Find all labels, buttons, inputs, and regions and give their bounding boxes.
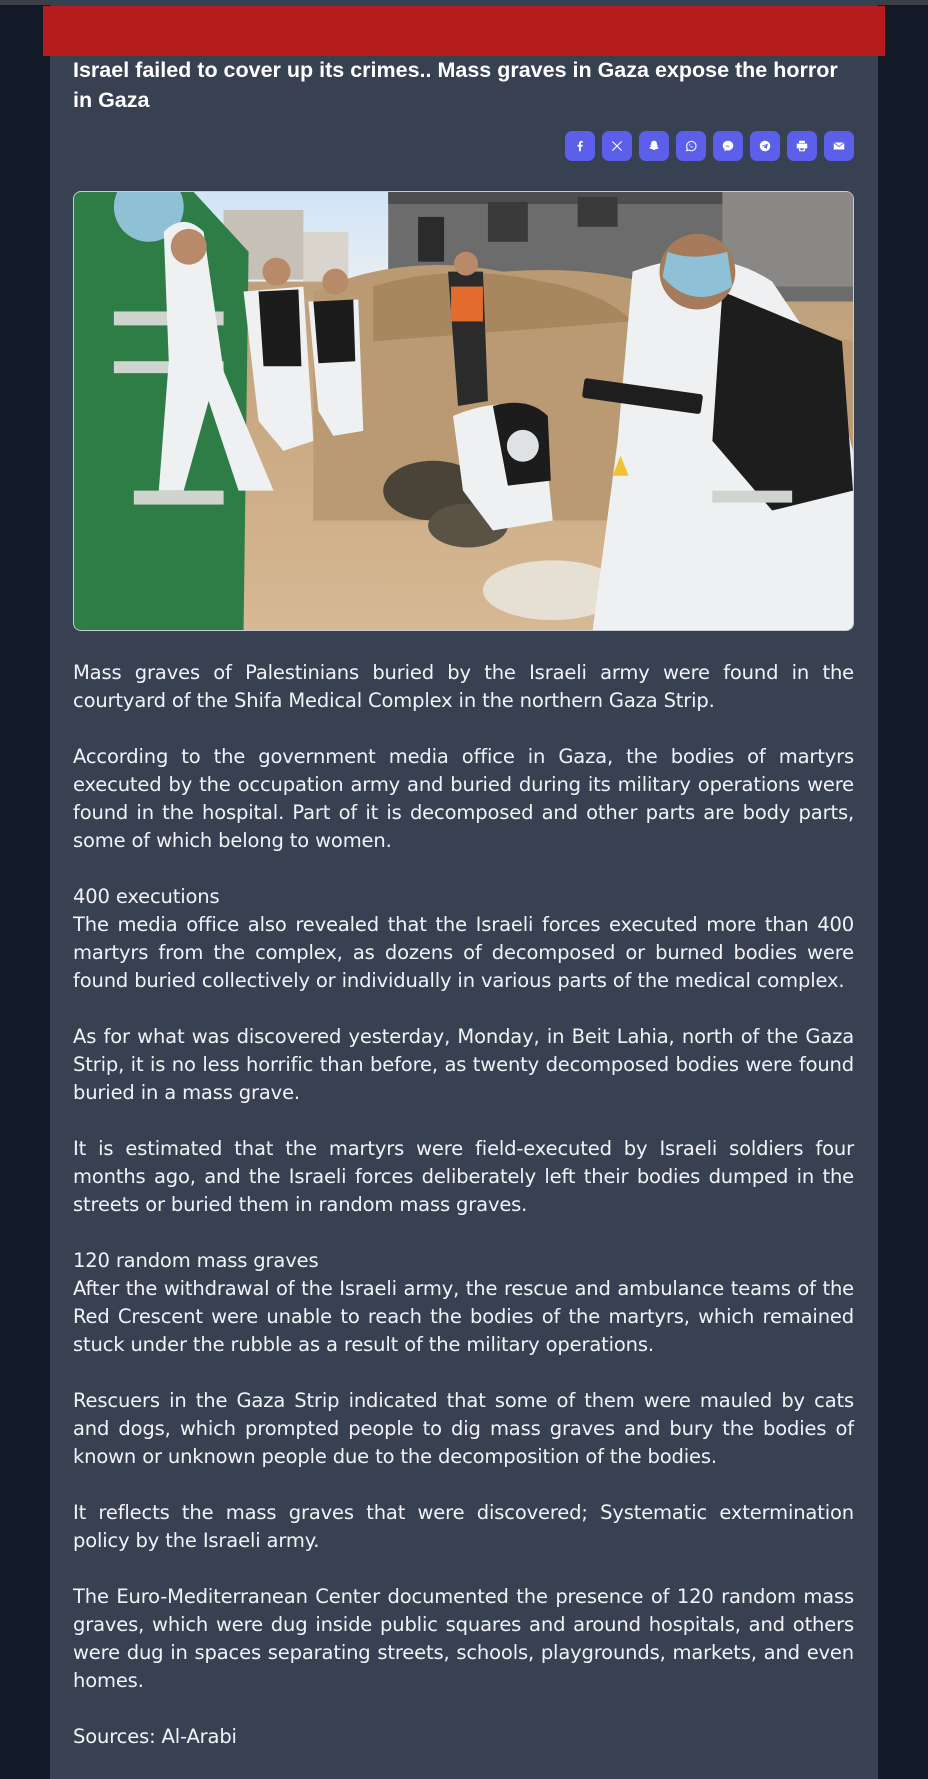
share-email-button[interactable] bbox=[824, 131, 854, 161]
paragraph: It is estimated that the martyrs were field-executed by Israeli soldiers four months ago, and the Israeli forces deliberately left their bodies dumped in the streets or buried them in random mass graves. bbox=[73, 1137, 854, 1216]
subheading: 400 executions bbox=[73, 885, 220, 908]
email-icon bbox=[832, 139, 846, 153]
share-messenger-button[interactable] bbox=[713, 131, 743, 161]
paragraph: Mass graves of Palestinians buried by the Israeli army were found in the courtyard of the Shifa Medical Complex in the northern Gaza Strip. bbox=[73, 661, 854, 712]
sources-line: Sources: Al-Arabi bbox=[73, 1725, 237, 1748]
whatsapp-icon bbox=[684, 139, 698, 153]
header-banner bbox=[43, 6, 885, 56]
article-body bbox=[73, 659, 854, 1779]
share-bar bbox=[565, 131, 854, 161]
share-x-button[interactable] bbox=[602, 131, 632, 161]
snapchat-icon bbox=[647, 139, 661, 153]
share-snapchat-button[interactable] bbox=[639, 131, 669, 161]
paragraph: According to the government media office in Gaza, the bodies of martyrs executed by the occupation army and buried during its military operations were found in the hospital. Part of it is decomposed and other parts are body parts, some of which belong to women. bbox=[73, 745, 854, 852]
subheading: 120 random mass graves bbox=[73, 1249, 319, 1272]
paragraph: It reflects the mass graves that were discovered; Systematic extermination policy by the Israeli army. bbox=[73, 1501, 854, 1552]
paragraph: As for what was discovered yesterday, Monday, in Beit Lahia, north of the Gaza Strip, it is no less horrific than before, as twenty decomposed bodies were found buried in a mass grave. bbox=[73, 1025, 854, 1104]
print-icon bbox=[795, 139, 809, 153]
article-photo bbox=[73, 191, 854, 631]
paragraph: Rescuers in the Gaza Strip indicated that some of them were mauled by cats and dogs, which prompted people to dig mass graves and bury the bodies of known or unknown people due to the decomposition of the bodies. bbox=[73, 1389, 854, 1468]
share-telegram-button[interactable] bbox=[750, 131, 780, 161]
x-icon bbox=[610, 139, 624, 153]
telegram-icon bbox=[758, 139, 772, 153]
paragraph: The Euro-Mediterranean Center documented the presence of 120 random mass graves, which were dug inside public squares and around hospitals, and others were dug in spaces separating streets, schools, playgrounds, markets, and even homes. bbox=[73, 1585, 854, 1692]
share-facebook-button[interactable] bbox=[565, 131, 595, 161]
paragraph: The media office also revealed that the Israeli forces executed more than 400 martyrs from the complex, as dozens of decomposed or burned bodies were found buried collectively or individually in various parts of the medical complex. bbox=[73, 913, 854, 992]
paragraph: After the withdrawal of the Israeli army, the rescue and ambulance teams of the Red Crescent were unable to reach the bodies of the martyrs, which remained stuck under the rubble as a result of the military operations. bbox=[73, 1277, 854, 1356]
facebook-icon bbox=[573, 139, 587, 153]
share-print-button[interactable] bbox=[787, 131, 817, 161]
article-title: Israel failed to cover up its crimes.. Mass graves in Gaza expose the horror in Gaza bbox=[73, 58, 838, 112]
share-whatsapp-button[interactable] bbox=[676, 131, 706, 161]
messenger-icon bbox=[721, 139, 735, 153]
